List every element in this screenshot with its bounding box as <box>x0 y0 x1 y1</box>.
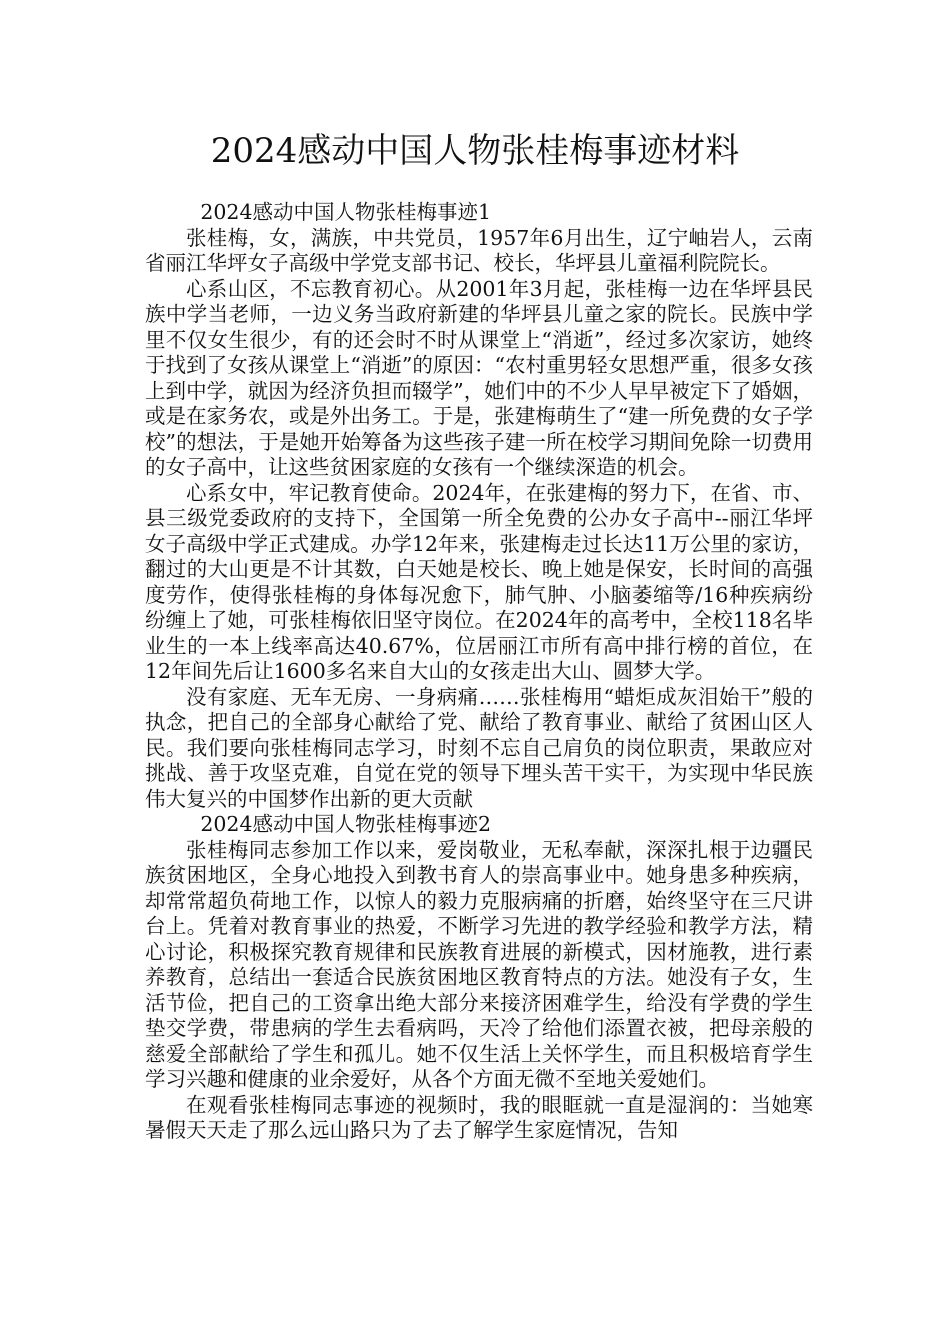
document-title: 2024感动中国人物张桂梅事迹材料 <box>210 131 740 171</box>
paragraph-dedication: 没有家庭、无车无房、一身病痛……张桂梅用“蜡炬成灰泪始干”般的执念，把自己的全部身心献给了党、献给了教育事业、献给了贫困山区人民。我们要向张桂梅同志学习，时刻不忘自己肩负的岗位职责，果敢应对挑战、善于攻坚克难，自觉在党的领导下埋头苦干实干，为实现中华民族伟大复兴的中国梦作出新的更大贡献 <box>145 684 813 811</box>
section-heading-2: 2024感动中国人物张桂梅事迹2 <box>200 812 492 836</box>
paragraph-intro: 张桂梅，女，满族，中共党员，1957年6月出生，辽宁岫岩人，云南省丽江华坪女子高级中学党支部书记、校长，华坪县儿童福利院院长。 <box>145 225 813 275</box>
section-heading-1: 2024感动中国人物张桂梅事迹1 <box>200 200 492 224</box>
paragraph-mountain-area: 心系山区，不忘教育初心。从2001年3月起，张桂梅一边在华坪县民族中学当老师，一边义务当政府新建的华坪县儿童之家的院长。民族中学里不仅女生很少，有的还会时不时从课堂上“消逝”，经过多次家访，她终于找到了女孩从课堂上“消逝”的原因：“农村重男轻女思想严重，很多女孩上到中学，就因为经济负担而辍学”，她们中的不少人早早被定下了婚姻，或是在家务农，或是外出务工。于是，张建梅萌生了“建一所免费的女子学校”的想法，于是她开始筹备为这些孩子建一所在校学习期间免除一切费用的女子高中，让这些贫困家庭的女孩有一个继续深造的机会。 <box>145 276 813 479</box>
document-body <box>145 200 813 1144</box>
paragraph-video-reflection: 在观看张桂梅同志事迹的视频时，我的眼眶就一直是湿润的：当她寒暑假天天走了那么远山路只为了去了解学生家庭情况，告知 <box>145 1092 813 1142</box>
paragraph-girls-school: 心系女中，牢记教育使命。2024年，在张建梅的努力下，在省、市、县三级党委政府的支持下，全国第一所全免费的公办女子高中--丽江华坪女子高级中学正式建成。办学12年来，张建梅走过长达11万公里的家访，翻过的大山更是不计其数，白天她是校长、晚上她是保安，长时间的高强度劳作，使得张桂梅的身体每况愈下，肺气肿、小脑萎缩等/16种疾病纷纷缠上了她，可张桂梅依旧坚守岗位。在2024年的高考中，全校118名毕业生的一本上线率高达40.67%，位居丽江市所有高中排行榜的首位，在12年间先后让1600多名来自大山的女孩走出大山、圆梦大学。 <box>145 480 813 683</box>
paragraph-work-record: 张桂梅同志参加工作以来，爱岗敬业，无私奉献，深深扎根于边疆民族贫困地区，全身心地投入到教书育人的崇高事业中。她身患多种疾病，却常常超负荷地工作，以惊人的毅力克服病痛的折磨，始终坚守在三尺讲台上。凭着对教育事业的热爱，不断学习先进的教学经验和教学方法，精心讨论，积极探究教育规律和民族教育进展的新模式，因材施教，进行素养教育，总结出一套适合民族贫困地区教育特点的方法。她没有子女，生活节俭，把自己的工资拿出绝大部分来接济困难学生，给没有学费的学生垫交学费，带患病的学生去看病吗，天冷了给他们添置衣被，把母亲般的慈爱全部献给了学生和孤儿。她不仅生活上关怀学生，而且积极培育学生学习兴趣和健康的业余爱好，从各个方面无微不至地关爱她们。 <box>145 837 813 1091</box>
